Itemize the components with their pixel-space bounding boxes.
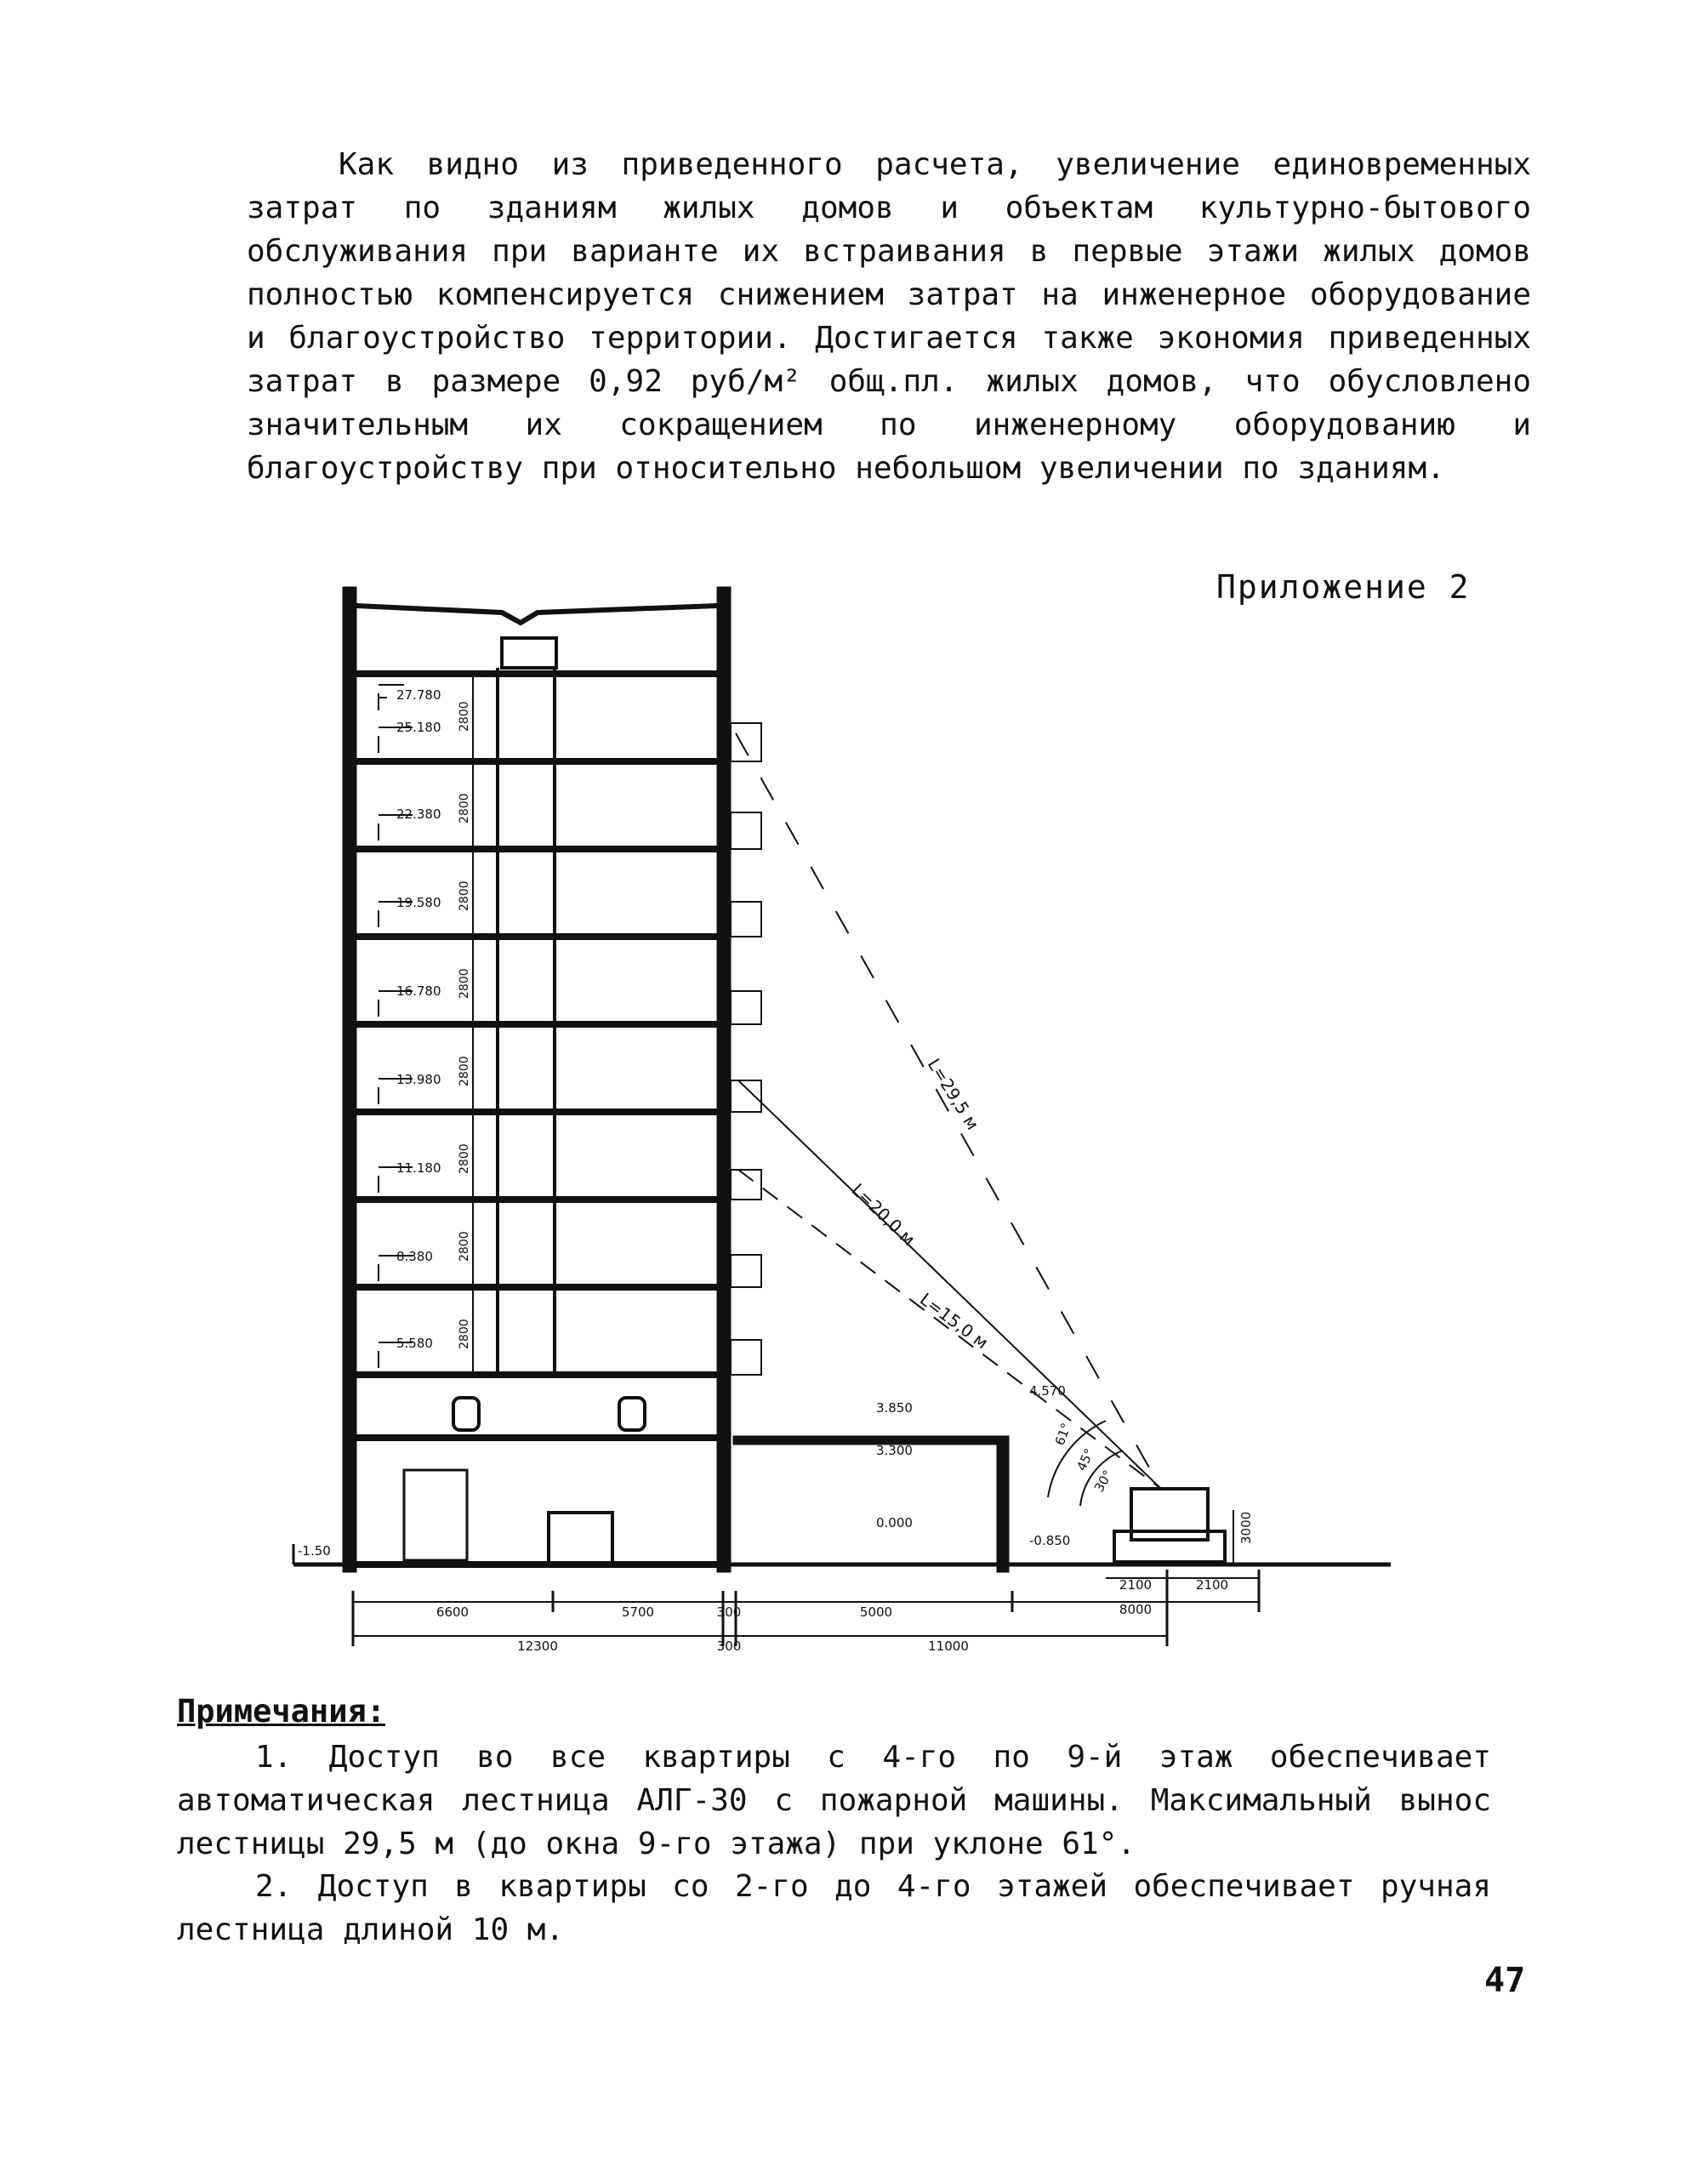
level-mark-7: 11.180 [396, 1160, 441, 1176]
level-mark-8: 8.380 [396, 1249, 433, 1264]
body-paragraph: Как видно из приведенного расчета, увеличение единовременных затрат по зданиям жилых домов и объектам культурно-бытового обслуживания при варианте их встраивания в первые этажи жилых домов полностью компенсируется снижением затрат на инженерное оборудование и благоустройство территории. Достигается также экономия приведенных затрат в размере 0,92 руб/м² общ.пл. жилых домов, что обусловлено значительным их сокращением по инженерному оборудованию и благоустройству при относительно небольшом увеличении по зданиям. [247, 147, 1531, 486]
floor-height-label: 2800 [458, 793, 471, 824]
angle-2: 45° [1073, 1445, 1097, 1473]
level-mark-3: 22.380 [396, 806, 441, 822]
low-mark-2: 3.300 [876, 1443, 913, 1458]
page-number: 47 [1484, 1961, 1526, 2000]
truck-height: 3000 [1238, 1511, 1254, 1544]
appendix-label: Приложение 2 [1216, 568, 1471, 606]
level-mark-4: 19.580 [396, 895, 441, 910]
floor-height-label: 2800 [458, 1319, 471, 1349]
truck-dim-3: 8000 [1119, 1602, 1153, 1617]
floor-height-label: 2800 [458, 1231, 471, 1262]
note-2: 2. Доступ в квартиры со 2-го до 4-го этажей обеспечивает ручная лестница длиной 10 м. [177, 1869, 1491, 1947]
angle-1: 61° [1051, 1421, 1074, 1448]
level-mark-5: 16.780 [396, 983, 441, 999]
note-1: 1. Доступ во все квартиры с 4-го по 9-й этаж обеспечивает автоматическая лестница АЛГ-30 с пожарной машины. Максимальный вынос лестницы 29,5 м (до окна 9-го этажа) при уклоне 61°. [177, 1740, 1491, 1861]
dim-7: 11000 [928, 1639, 969, 1654]
floor-height-label: 2800 [458, 881, 471, 911]
level-mark-6: 13.980 [396, 1072, 441, 1087]
ladder-length-1: L=29,5 м [923, 1054, 983, 1134]
low-mark-4: -0.850 [1029, 1533, 1071, 1548]
low-mark-6: -1.50 [298, 1543, 331, 1559]
floor-height-label: 2800 [458, 1056, 471, 1086]
dim-3: 300 [716, 1604, 742, 1620]
dim-5: 12300 [517, 1639, 558, 1654]
low-mark-5: 4.570 [1029, 1383, 1066, 1399]
truck-dim-2: 2100 [1195, 1577, 1229, 1593]
level-mark-2: 25.180 [396, 720, 441, 735]
dim-2: 5700 [621, 1604, 655, 1620]
dim-4: 5000 [859, 1604, 893, 1620]
dim-1: 6600 [436, 1604, 470, 1620]
ladder-length-3: L=15,0 м [915, 1288, 993, 1354]
ladder-length-2: L=20,0 м [847, 1179, 919, 1250]
truck-dim-1: 2100 [1119, 1577, 1153, 1593]
floor-height-label: 2800 [458, 701, 471, 732]
notes-title: Примечания: [177, 1693, 386, 1730]
low-mark-1: 3.850 [876, 1400, 913, 1416]
low-mark-3: 0.000 [876, 1515, 913, 1530]
level-mark-1: 27.780 [396, 687, 441, 703]
floor-height-label: 2800 [458, 1143, 471, 1174]
dim-6: 300 [716, 1639, 742, 1654]
floor-height-label: 2800 [458, 968, 471, 999]
angle-3: 30° [1090, 1467, 1116, 1495]
level-mark-9: 5.580 [396, 1336, 433, 1351]
